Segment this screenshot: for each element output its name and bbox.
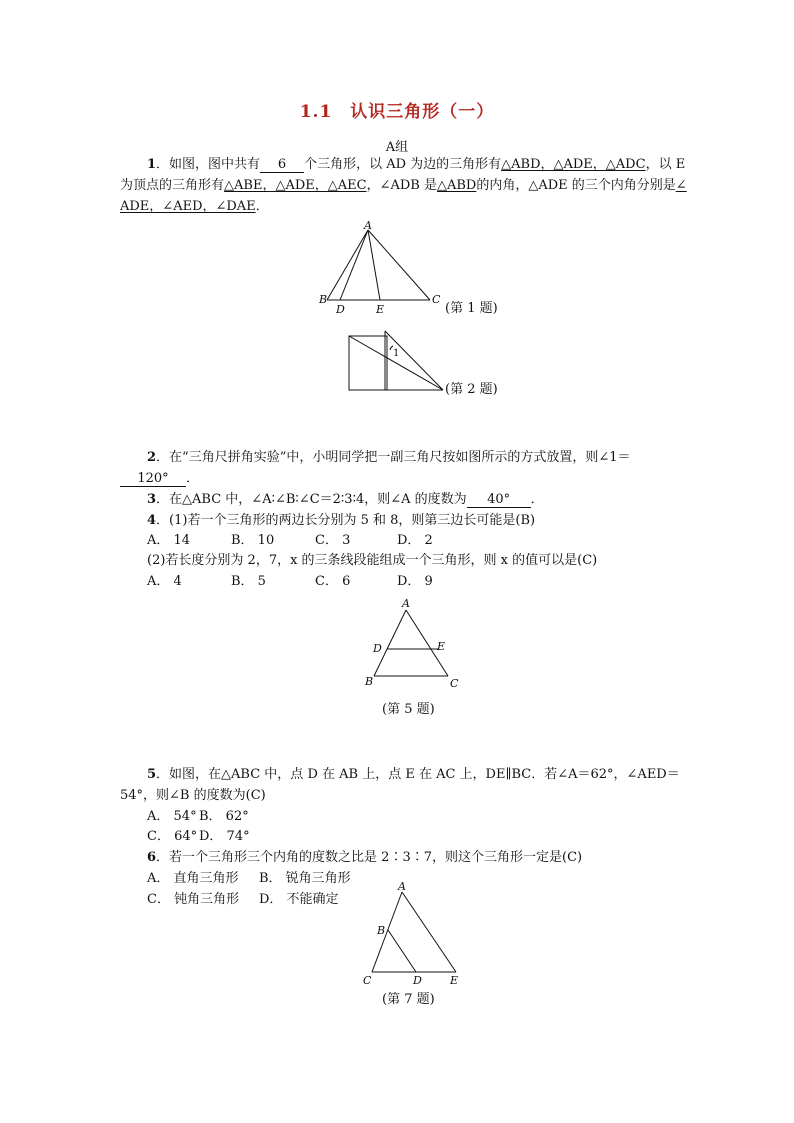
q4-part1 (147, 512, 535, 530)
q5-option-b: B． 62° (199, 809, 249, 824)
q4-option-a: A． 4 (147, 574, 182, 589)
q6-option-b: B． 锐角三角形 (259, 871, 351, 886)
q1-text: ，∠ADB 是 (366, 178, 437, 193)
q1-line3 (120, 198, 269, 216)
q6-text: ．若一个三角形三个内角的度数之比是 2∶3∶7，则这个三角形一定是(C) (156, 850, 583, 865)
figure-1 (315, 220, 445, 320)
fig5-label-d: D (373, 642, 382, 655)
q2-line2 (120, 470, 199, 488)
q6-options-row1 (147, 870, 351, 888)
q4-option-b: B． 10 (231, 533, 275, 548)
q6-number: 6 (147, 850, 157, 865)
fig1-label-a: A (364, 219, 372, 232)
q4-option-c: C． 6 (315, 574, 351, 589)
fig5-label-c: C (450, 677, 459, 690)
fig5-label-a: A (402, 597, 410, 610)
q4-options2 (147, 573, 433, 591)
fig2-caption: (第 2 题) (445, 382, 498, 397)
fig1-segment-ad (340, 230, 368, 300)
page-title: 1.1 认识三角形（一） (299, 102, 495, 122)
q6-option-d: D． 不能确定 (259, 892, 339, 907)
q5-line1 (147, 766, 680, 784)
q4-option-d: D． 9 (397, 574, 433, 589)
q5-text: 54°，则∠B 的度数为(C) (120, 788, 266, 803)
fig7-label-b: B (377, 924, 386, 937)
q1-answer-e: △ABE，△ADE，△AEC (224, 178, 367, 193)
q4-text: (2)若长度分别为 2，7，x 的三条线段能组成一个三角形，则 x 的值可以是(C) (147, 553, 598, 568)
q5-options-row2 (147, 828, 250, 846)
q2-text: ． (186, 471, 200, 486)
fig2-square-ruler (349, 336, 387, 390)
fig1-segment-ac (368, 230, 430, 300)
fig2-ruler-hypotenuse (349, 336, 443, 390)
q4-option-c: C． 3 (315, 533, 351, 548)
q6-options-row2 (147, 891, 339, 909)
q4-number: 4 (147, 513, 157, 528)
fig7-segment-ae (402, 892, 456, 972)
fig2-ruler-slope (385, 331, 443, 390)
fig7-segment-bd (388, 930, 416, 972)
q4-option-b: B． 5 (231, 574, 266, 589)
fig7-label-c: C (363, 974, 372, 987)
fig7-label-e: E (450, 974, 459, 987)
q1-number: 1 (147, 157, 157, 172)
q1-text: ．如图，图中共有 (156, 157, 261, 172)
q6-line (147, 849, 582, 867)
q1-text: ． (255, 199, 269, 214)
q2-line1 (147, 449, 631, 467)
group-heading: A组 (385, 140, 409, 155)
fig7-label-a: A (398, 880, 406, 893)
q1-answer-angles: ∠ (675, 178, 687, 193)
fig5-label-e: E (437, 640, 446, 653)
q5-option-d: D． 74° (199, 829, 250, 844)
fig1-label-d: D (336, 303, 345, 316)
fig7-label-d: D (413, 974, 422, 987)
q3-line (147, 491, 544, 509)
figure-7 (358, 880, 468, 992)
q5-line2 (120, 787, 266, 805)
q3-number: 3 (147, 492, 157, 507)
q6-option-c: C． 钝角三角形 (147, 892, 240, 907)
q4-options1 (147, 532, 433, 550)
q4-part2 (147, 552, 597, 570)
fig1-caption: (第 1 题) (445, 301, 498, 316)
q2-answer: 120° (120, 471, 186, 487)
q5-text: ．如图，在△ABC 中，点 D 在 AB 上，点 E 在 AC 上，DE∥BC．若∠A＝62°，∠AED＝ (156, 767, 680, 782)
q3-answer: 40° (467, 492, 531, 508)
q4-option-a: A． 14 (147, 533, 191, 548)
fig1-label-e: E (376, 303, 385, 316)
q5-options-row1 (147, 808, 249, 826)
q1-line1 (147, 156, 685, 174)
q1-line2 (120, 177, 687, 195)
q4-option-d: D． 2 (397, 533, 433, 548)
q1-text: ，以 E (645, 157, 686, 172)
fig1-segment-ab (327, 230, 368, 300)
q1-answer-ad: △ABD，△ADE，△ADC (501, 157, 646, 172)
fig5-label-b: B (365, 675, 374, 688)
figure-5 (360, 596, 465, 691)
q3-text: ．在△ABC 中，∠A∶∠B∶∠C＝2∶3∶4，则∠A 的度数为 (156, 492, 467, 507)
figure-2 (346, 328, 448, 393)
fig1-label-b: B (319, 293, 328, 306)
q5-number: 5 (147, 767, 157, 782)
q6-option-a: A． 直角三角形 (147, 871, 239, 886)
q4-text: ．(1)若一个三角形的两边长分别为 5 和 8，则第三边长可能是(B) (156, 513, 536, 528)
fig7-caption: (第 7 题) (382, 992, 435, 1007)
fig2-angle-label: 1 (393, 348, 400, 359)
q1-text: 个三角形，以 AD 为边的三角形有 (304, 157, 502, 172)
q1-answer-angles: ADE，∠AED，∠DAE (120, 199, 256, 214)
fig1-label-c: C (432, 293, 441, 306)
q5-option-a: A． 54° (147, 809, 197, 824)
q1-text: 的内角，△ADE 的三个内角分别是 (476, 178, 676, 193)
q1-text: 为顶点的三角形有 (120, 178, 225, 193)
q3-text: ． (530, 492, 544, 507)
q1-answer-abd: △ABD (436, 178, 477, 193)
q2-number: 2 (147, 450, 157, 465)
q1-blank-count: 6 (260, 157, 304, 173)
fig1-segment-ae (368, 230, 380, 300)
fig5-caption: (第 5 题) (382, 702, 435, 717)
q5-option-c: C． 64° (147, 829, 198, 844)
q2-text: ．在“三角尺拼角实验”中，小明同学把一副三角尺按如图所示的方式放置，则∠1＝ (156, 450, 631, 465)
